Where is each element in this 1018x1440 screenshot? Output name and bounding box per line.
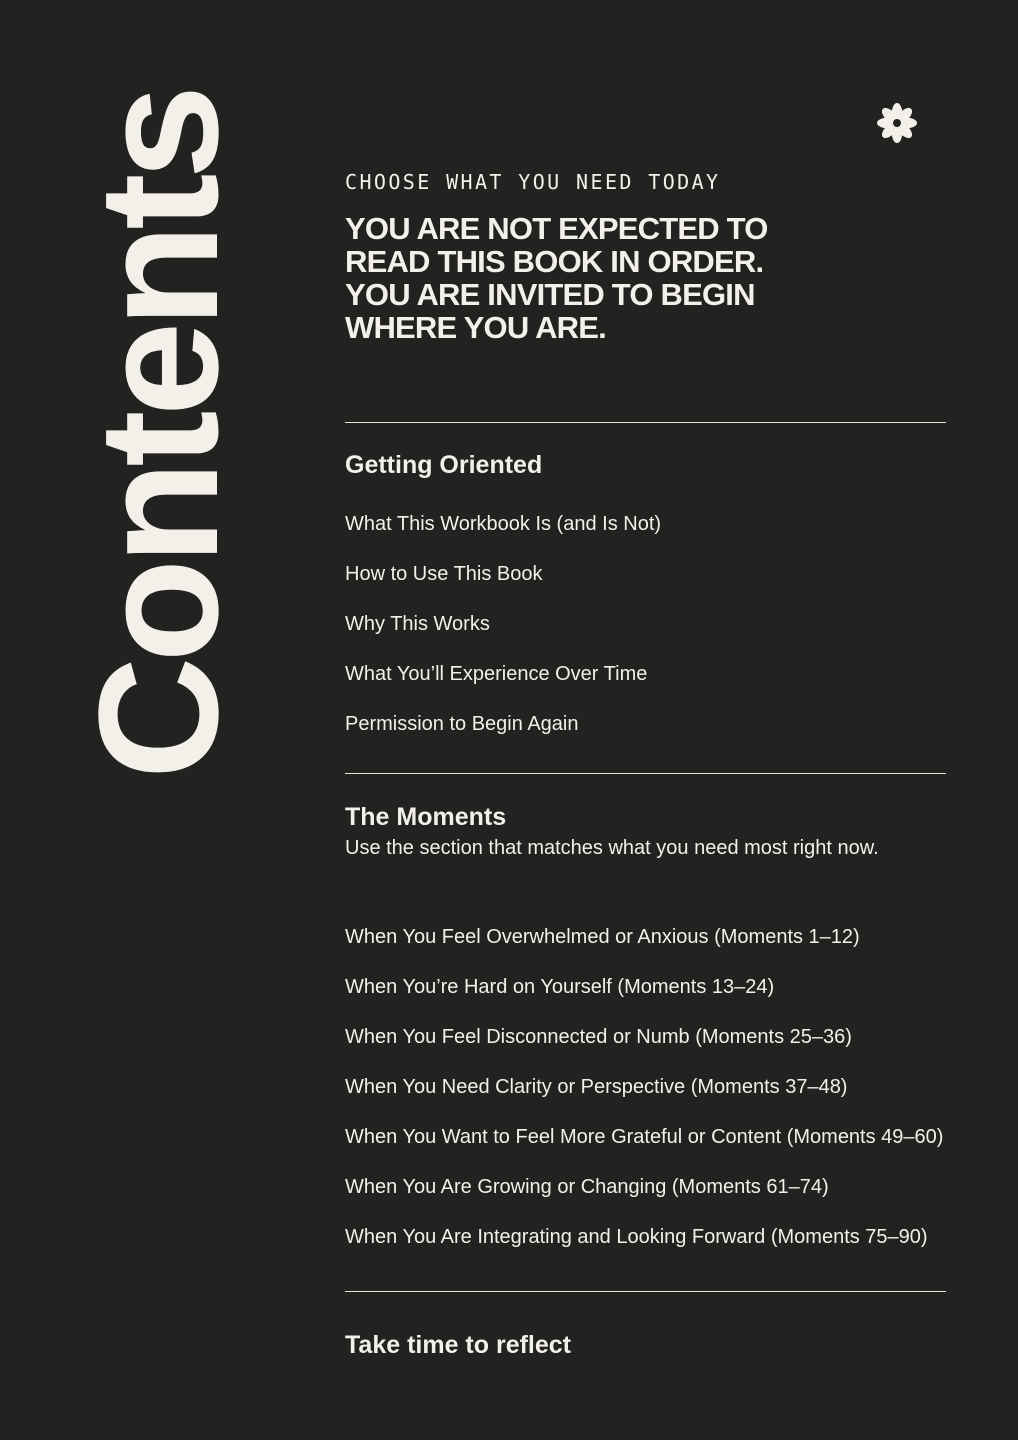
vertical-contents-title xyxy=(64,90,254,780)
reflect-heading[interactable]: Take time to reflect xyxy=(345,1331,572,1359)
middle-divider xyxy=(345,773,946,774)
toc-item-disconnected-numb[interactable] xyxy=(345,1025,943,1075)
toc-item-label: What You’ll Experience Over Time xyxy=(345,663,648,685)
toc-item-label: What This Workbook Is (and Is Not) xyxy=(345,513,662,535)
top-divider xyxy=(345,422,946,423)
toc-item-label: Why This Works xyxy=(345,613,490,635)
toc-item-why-this-works[interactable] xyxy=(345,612,661,662)
getting-oriented-list xyxy=(345,512,661,762)
toc-item-what-this-workbook-is[interactable] xyxy=(345,512,661,562)
bottom-divider xyxy=(345,1291,946,1292)
toc-item-label: When You Feel Disconnected or Numb (Moments 25–36) xyxy=(345,1026,852,1048)
intro-headline xyxy=(345,212,815,344)
toc-item-label: How to Use This Book xyxy=(345,563,543,585)
toc-item-label: When You’re Hard on Yourself (Moments 13–24) xyxy=(345,976,775,998)
moments-heading: The Moments xyxy=(345,803,507,831)
toc-item-how-to-use[interactable] xyxy=(345,562,661,612)
headline-line: READ THIS BOOK IN ORDER. xyxy=(345,244,764,279)
moments-subtitle: Use the section that matches what you need most right now. xyxy=(345,837,879,859)
toc-item-integrating-forward[interactable] xyxy=(345,1225,943,1275)
headline-line: YOU ARE INVITED TO BEGIN xyxy=(345,277,755,312)
toc-item-clarity-perspective[interactable] xyxy=(345,1075,943,1125)
toc-item-experience-over-time[interactable] xyxy=(345,662,661,712)
moments-list xyxy=(345,925,943,1275)
toc-item-label: When You Are Integrating and Looking Forward (Moments 75–90) xyxy=(345,1226,928,1248)
headline-line: WHERE YOU ARE. xyxy=(345,310,606,345)
toc-item-label: When You Are Growing or Changing (Moments 61–74) xyxy=(345,1176,829,1198)
toc-item-hard-on-yourself[interactable] xyxy=(345,975,943,1025)
getting-oriented-heading: Getting Oriented xyxy=(345,451,543,479)
headline-line: YOU ARE NOT EXPECTED TO xyxy=(345,211,768,246)
toc-item-label: When You Want to Feel More Grateful or Content (Moments 49–60) xyxy=(345,1126,944,1148)
toc-item-permission-to-begin[interactable] xyxy=(345,712,661,762)
toc-item-label: Permission to Begin Again xyxy=(345,713,579,735)
contents-title-text: Contents xyxy=(64,90,254,780)
asterisk-flower-icon xyxy=(876,102,918,144)
toc-item-label: When You Need Clarity or Perspective (Moments 37–48) xyxy=(345,1076,848,1098)
toc-item-grateful-content[interactable] xyxy=(345,1125,943,1175)
toc-item-overwhelmed-anxious[interactable] xyxy=(345,925,943,975)
toc-item-growing-changing[interactable] xyxy=(345,1175,943,1225)
toc-item-label: When You Feel Overwhelmed or Anxious (Moments 1–12) xyxy=(345,926,860,948)
eyebrow-text: CHOOSE WHAT YOU NEED TODAY xyxy=(345,170,721,194)
